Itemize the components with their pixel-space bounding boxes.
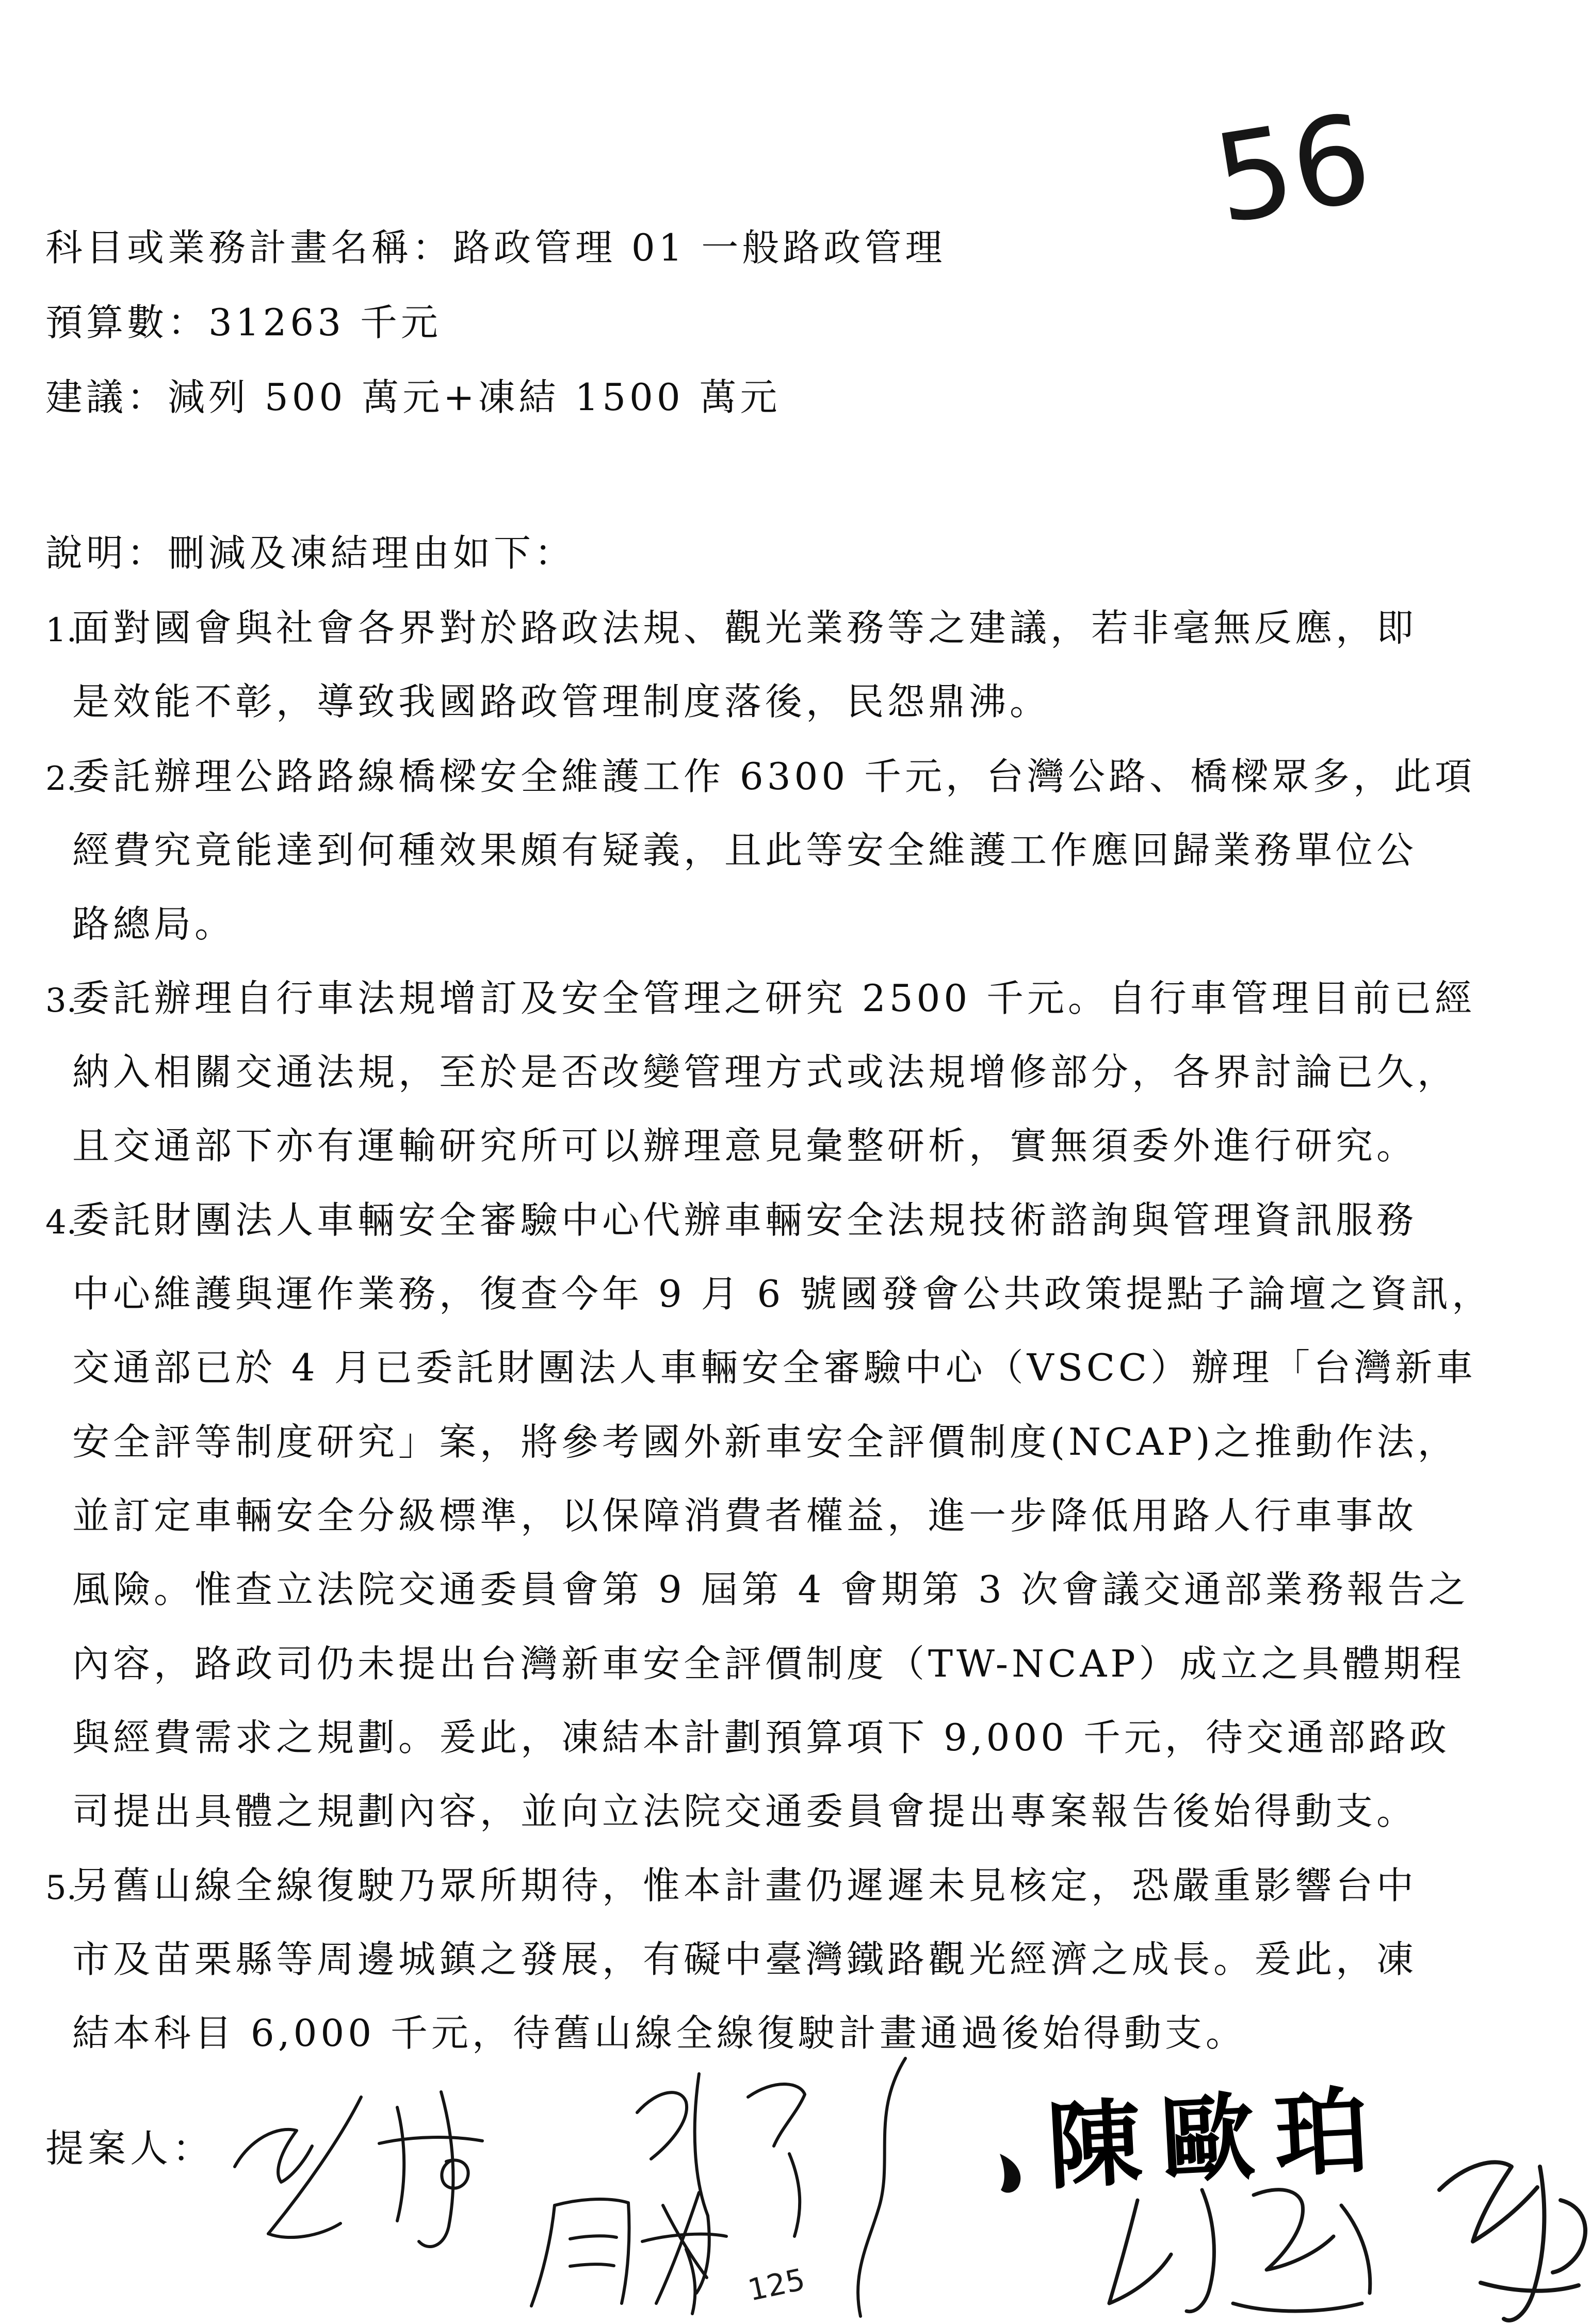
item-line: 納入相關交通法規，至於是否改變管理方式或法規增修部分，各界討論已久， <box>72 1050 1458 1094</box>
signature-bold-chen-ou-po: 陳歐珀 <box>1045 2074 1391 2202</box>
item-number: 5. <box>45 1869 77 1907</box>
signature-2 <box>637 2074 805 2293</box>
item-line: 司提出具體之規劃內容，並向立法院交通委員會提出專案報告後始得動支。 <box>72 1790 1418 1833</box>
explanation-heading: 說明：刪減及凍結理由如下： <box>45 531 576 575</box>
signature-3-number: 125 <box>744 2262 808 2308</box>
budget-line: 預算數：31263 千元 <box>45 301 442 344</box>
proposer-label: 提案人： <box>45 2126 215 2171</box>
item-line: 另舊山線全線復駛乃眾所期待，惟本計畫仍遲遲未見核定，恐嚴重影響台中 <box>72 1864 1418 1907</box>
item-number: 1. <box>45 611 77 649</box>
item-number: 3. <box>45 982 77 1020</box>
item-line: 中心維護與運作業務，復查今年 9 月 6 號國發會公共政策提點子論壇之資訊， <box>72 1272 1493 1315</box>
handwritten-page-number <box>1187 77 1424 253</box>
item-line: 交通部已於 4 月已委託財團法人車輛安全審驗中心（VSCC）辦理「台灣新車 <box>72 1346 1477 1389</box>
signature-5 <box>1109 2190 1370 2312</box>
item-line: 內容，路政司仍未提出台灣新車安全評價制度（TW-NCAP）成立之具體期程 <box>72 1642 1465 1685</box>
item-line: 委託辦理自行車法規增訂及安全管理之研究 2500 千元。自行車管理目前已經 <box>72 977 1476 1020</box>
item-line: 委託財團法人車輛安全審驗中心代辦車輛安全法規技術諮詢與管理資訊服務 <box>72 1198 1418 1242</box>
item-line: 且交通部下亦有運輸研究所可以辦理意見彙整研析，實無須委外進行研究。 <box>72 1124 1418 1167</box>
item-line: 安全評等制度研究」案，將參考國外新車安全評價制度(NCAP)之推動作法， <box>72 1420 1458 1464</box>
item-line: 結本科目 6,000 千元，待舊山線全線復駛計畫通過後始得動支。 <box>72 2011 1246 2055</box>
subject-line: 科目或業務計畫名稱：路政管理 01 一般路政管理 <box>45 226 946 269</box>
page-number-text: 56 <box>1205 88 1380 251</box>
item-number: 2. <box>45 760 77 798</box>
item-line: 委託辦理公路路線橋樑安全維護工作 6300 千元，台灣公路、橋樑眾多，此項 <box>72 755 1476 798</box>
item-line: 與經費需求之規劃。爰此，凍結本計劃預算項下 9,000 千元，待交通部路政 <box>72 1716 1450 1759</box>
item-number: 4. <box>45 1204 77 1242</box>
item-line: 並訂定車輛安全分級標準，以保障消費者權益，進一步降低用路人行車事故 <box>72 1494 1418 1537</box>
signature-3 <box>531 2192 808 2314</box>
signature-flourish-stroke <box>858 2058 905 2316</box>
suggestion-line: 建議：減列 500 萬元+凍結 1500 萬元 <box>45 376 781 419</box>
item-line: 經費究竟能達到何種效果頗有疑義，且此等安全維護工作應回歸業務單位公 <box>72 828 1418 872</box>
item-line: 路總局。 <box>72 902 236 946</box>
signature-1 <box>235 2092 482 2247</box>
item-line: 風險。惟查立法院交通委員會第 9 屆第 4 會期第 3 次會議交通部業務報告之 <box>72 1568 1469 1611</box>
signature-6 <box>1439 2162 1585 2320</box>
item-line: 面對國會與社會各界對於路政法規、觀光業務等之建議，若非毫無反應，即 <box>72 606 1418 649</box>
handwritten-comma-mark <box>1000 2154 1020 2193</box>
item-line: 是效能不彰，導致我國路政管理制度落後，民怨鼎沸。 <box>72 680 1051 723</box>
item-line: 市及苗栗縣等周邊城鎮之發展，有礙中臺灣鐵路觀光經濟之成長。爰此，凍 <box>72 1938 1418 1981</box>
signature-strokes-layer <box>0 2035 1591 2324</box>
